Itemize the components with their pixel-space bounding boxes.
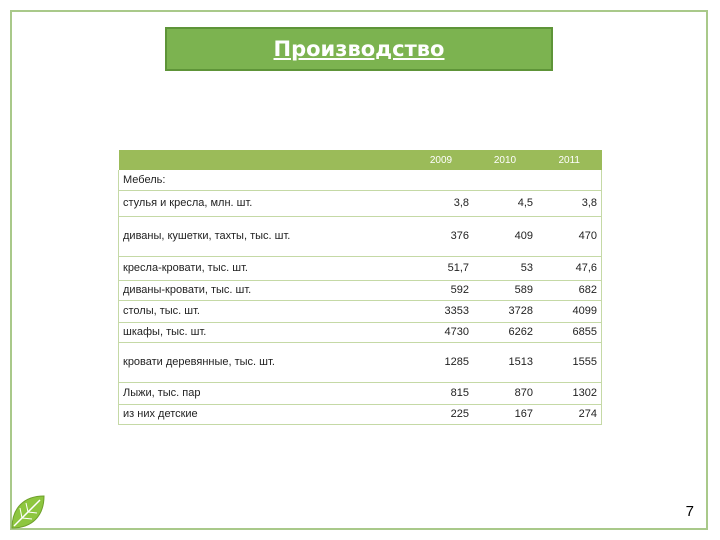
row-value: 3,8 bbox=[537, 190, 602, 216]
row-value: 47,6 bbox=[537, 256, 602, 280]
table-row bbox=[119, 382, 602, 404]
row-value: 274 bbox=[537, 404, 602, 424]
row-label: Мебель: bbox=[119, 170, 410, 190]
page-title: Производство bbox=[273, 37, 445, 61]
row-label: столы, тыс. шт. bbox=[119, 300, 410, 322]
row-value: 409 bbox=[473, 216, 537, 256]
title-banner bbox=[165, 27, 553, 71]
row-value: 682 bbox=[537, 280, 602, 300]
row-value: 470 bbox=[537, 216, 602, 256]
row-value: 4099 bbox=[537, 300, 602, 322]
row-label: стулья и кресла, млн. шт. bbox=[119, 190, 410, 216]
row-value: 4730 bbox=[409, 322, 473, 342]
row-value: 4,5 bbox=[473, 190, 537, 216]
row-label: шкафы, тыс. шт. bbox=[119, 322, 410, 342]
production-table-container bbox=[118, 150, 602, 425]
table-row bbox=[119, 256, 602, 280]
row-value: 3353 bbox=[409, 300, 473, 322]
row-value: 3,8 bbox=[409, 190, 473, 216]
table-row bbox=[119, 342, 602, 382]
row-value: 225 bbox=[409, 404, 473, 424]
row-value: 53 bbox=[473, 256, 537, 280]
table-row bbox=[119, 300, 602, 322]
row-value: 376 bbox=[409, 216, 473, 256]
header-year: 2010 bbox=[493, 154, 517, 166]
header-year: 2009 bbox=[429, 154, 453, 166]
header-label-cell bbox=[119, 150, 410, 170]
production-table bbox=[118, 150, 602, 425]
row-label: диваны-кровати, тыс. шт. bbox=[119, 280, 410, 300]
row-value bbox=[473, 170, 537, 190]
table-row bbox=[119, 322, 602, 342]
row-value: 1555 bbox=[537, 342, 602, 382]
row-value: 1513 bbox=[473, 342, 537, 382]
leaf-icon bbox=[8, 492, 48, 532]
row-value: 51,7 bbox=[409, 256, 473, 280]
row-value bbox=[409, 170, 473, 190]
row-value: 870 bbox=[473, 382, 537, 404]
row-label: Лыжи, тыс. пар bbox=[119, 382, 410, 404]
table-row bbox=[119, 404, 602, 424]
row-label: кресла-кровати, тыс. шт. bbox=[119, 256, 410, 280]
row-value: 1285 bbox=[409, 342, 473, 382]
table-row bbox=[119, 190, 602, 216]
row-value bbox=[537, 170, 602, 190]
table-row bbox=[119, 216, 602, 256]
row-label: кровати деревянные, тыс. шт. bbox=[119, 342, 410, 382]
row-value: 1302 bbox=[537, 382, 602, 404]
table-row bbox=[119, 170, 602, 190]
table-row bbox=[119, 280, 602, 300]
page-number: 7 bbox=[685, 503, 694, 520]
row-value: 592 bbox=[409, 280, 473, 300]
row-label: диваны, кушетки, тахты, тыс. шт. bbox=[119, 216, 410, 256]
row-value: 167 bbox=[473, 404, 537, 424]
header-year: 2011 bbox=[558, 154, 580, 166]
row-value: 3728 bbox=[473, 300, 537, 322]
row-value: 6855 bbox=[537, 322, 602, 342]
row-label: из них детские bbox=[119, 404, 410, 424]
row-value: 589 bbox=[473, 280, 537, 300]
table-header-row bbox=[119, 150, 602, 170]
row-value: 815 bbox=[409, 382, 473, 404]
row-value: 6262 bbox=[473, 322, 537, 342]
